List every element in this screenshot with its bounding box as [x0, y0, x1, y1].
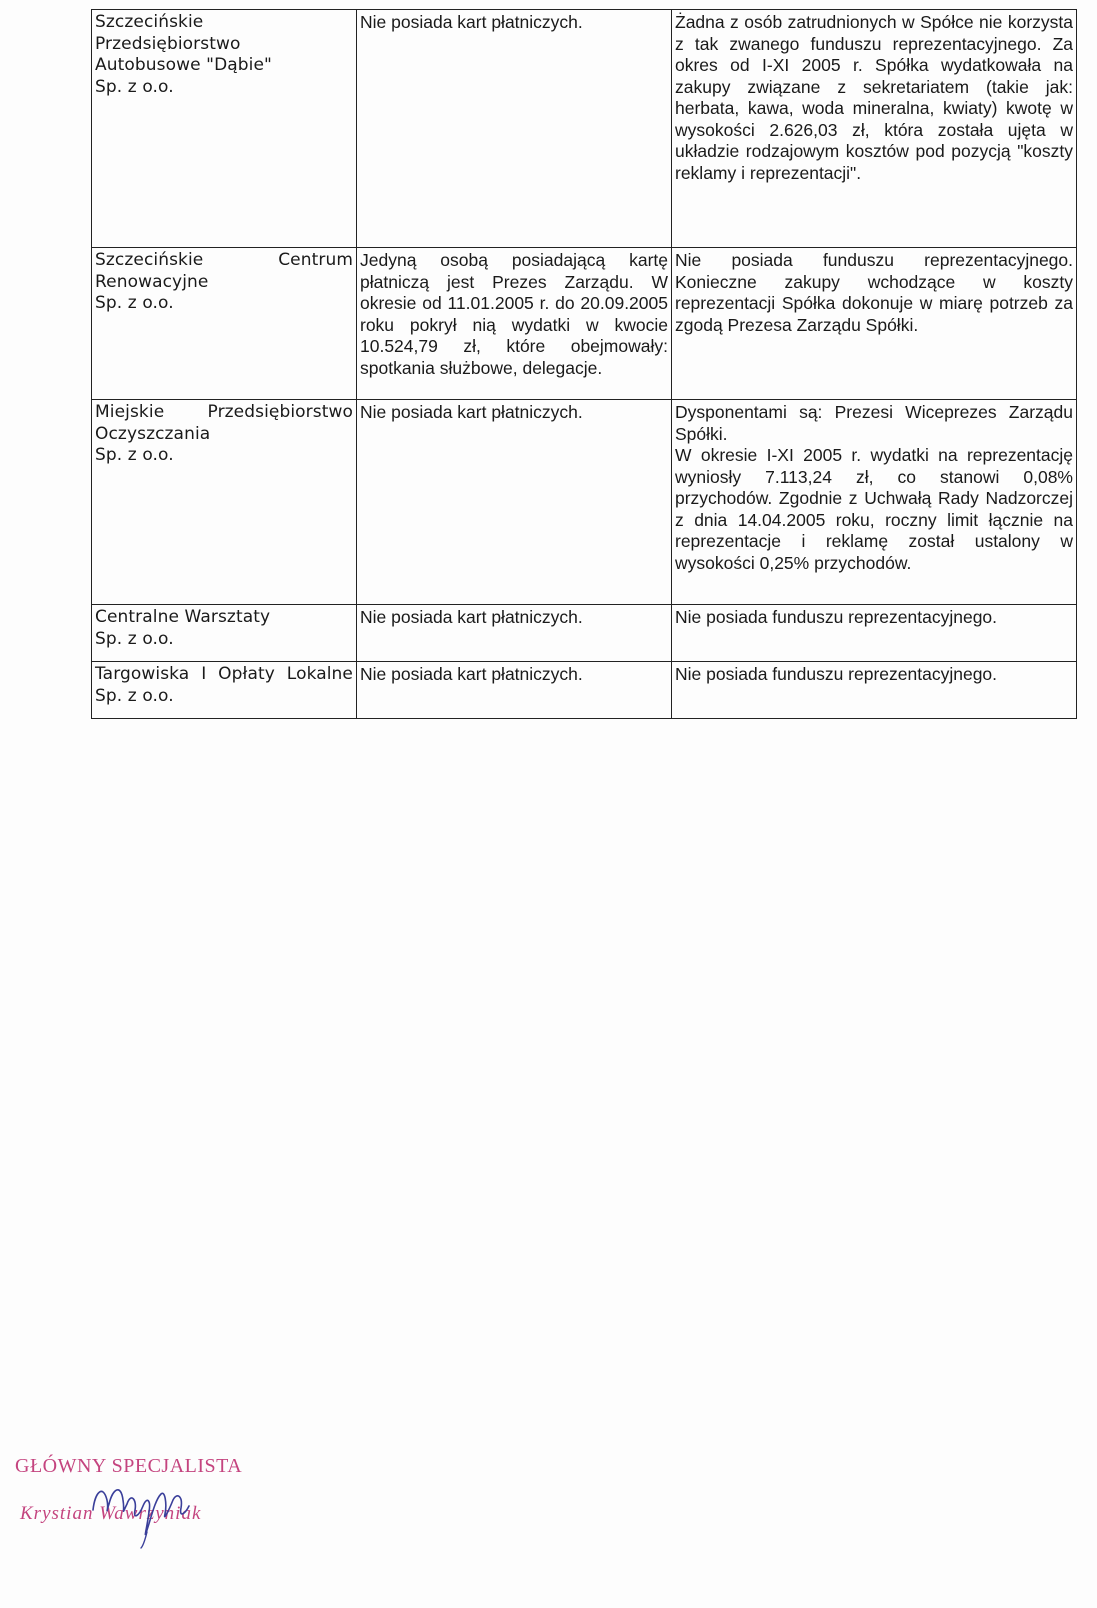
payment-cards-cell: [357, 662, 672, 719]
stamp-title: GŁÓWNY SPECJALISTA: [15, 1455, 243, 1477]
payment-cards-cell: [357, 605, 672, 662]
table-row: [92, 605, 1077, 662]
representation-fund-cell: [672, 400, 1077, 605]
representation-fund-text: Nie posiada funduszu reprezentacyjnego.: [675, 607, 998, 627]
company-name-line: Przedsiębiorstwo: [95, 33, 241, 54]
payment-cards-text: Nie posiada kart płatniczych.: [360, 664, 583, 684]
company-cell: [92, 248, 357, 400]
company-name-line: Szczecińskie: [95, 12, 204, 32]
company-name-line: Targowiska I Opłaty Lokalne: [95, 664, 353, 684]
payment-cards-text: Nie posiada kart płatniczych.: [360, 12, 583, 32]
company-cell: [92, 605, 357, 662]
company-cell: [92, 400, 357, 605]
company-name-line: Sp. z o.o.: [95, 628, 174, 649]
company-name-line: Miejskie Przedsiębiorstwo: [95, 402, 353, 422]
representation-fund-text: Nie posiada funduszu reprezentacyjnego. Konieczne zakupy wchodzące w koszty reprezentacji Spółka dokonuje w miarę potrzeb za zgodą Prezesa Zarządu Spółki.: [675, 250, 1073, 335]
table-row: [92, 248, 1077, 400]
table-row: [92, 662, 1077, 719]
company-name-line: Sp. z o.o.: [95, 685, 174, 706]
company-name-line: Sp. z o.o.: [95, 293, 174, 313]
representation-fund-cell: [672, 248, 1077, 400]
company-name-line: Sp. z o.o.: [95, 76, 174, 97]
company-name-line: Centralne Warsztaty: [95, 607, 271, 627]
company-cell: [92, 10, 357, 248]
company-name-line: Renowacyjne: [95, 271, 209, 292]
representation-fund-details: W okresie I-XI 2005 r. wydatki na reprezentację wyniosły 7.113,24 zł, co stanowi 0,08% przychodów. Zgodnie z Uchwałą Rady Nadzorczej z dnia 14.04.2005 roku, roczny limit łącznie na reprezentacje i reklamę został ustalony w wysokości 0,25% przychodów.: [675, 445, 1073, 573]
table-row: [92, 10, 1077, 248]
payment-cards-text: Nie posiada kart płatniczych.: [360, 402, 583, 422]
representation-fund-text: Żadna z osób zatrudnionych w Spółce nie korzysta z tak zwanego funduszu reprezentacyjnego. Za okres od I-XI 2005 r. Spółka wydatkowała na zakupy związane z sekretariatem (takie jak: herbata, kawa, woda mineralna, kwiaty) kwotę w wysokości 2.626,03 zł, która została ujęta w układzie rodzajowym kosztów pod pozycją "koszty reklamy i reprezentacji".: [675, 12, 1073, 183]
company-cell: [92, 662, 357, 719]
representation-fund-cell: [672, 605, 1077, 662]
payment-cards-cell: [357, 400, 672, 605]
representation-fund-cell: [672, 10, 1077, 248]
company-name-line: Szczecińskie Centrum: [95, 250, 353, 270]
company-name-line: Autobusowe "Dąbie": [95, 55, 272, 75]
entities-table: [91, 9, 1077, 719]
company-name-line: Sp. z o.o.: [95, 445, 174, 465]
payment-cards-cell: [357, 248, 672, 400]
handwritten-signature: [85, 1470, 205, 1550]
table-row: [92, 400, 1077, 605]
payment-cards-text: Nie posiada kart płatniczych.: [360, 607, 583, 627]
representation-fund-cell: [672, 662, 1077, 719]
company-name-line: Oczyszczania: [95, 423, 211, 444]
representation-fund-text: Dysponentami są: Prezesi Wiceprezes Zarządu Spółki.: [675, 402, 1073, 444]
stamp-name: Krystian Wawrzyniak: [20, 1503, 202, 1524]
representation-fund-text: Nie posiada funduszu reprezentacyjnego.: [675, 664, 998, 684]
payment-cards-cell: [357, 10, 672, 248]
payment-cards-text: Jedyną osobą posiadającą kartę płatniczą jest Prezes Zarządu. W okresie od 11.01.2005 r. do 20.09.2005 roku pokrył nią wydatki w kwocie 10.524,79 zł, które obejmowały: spotkania służbowe, delegacje.: [360, 250, 668, 378]
